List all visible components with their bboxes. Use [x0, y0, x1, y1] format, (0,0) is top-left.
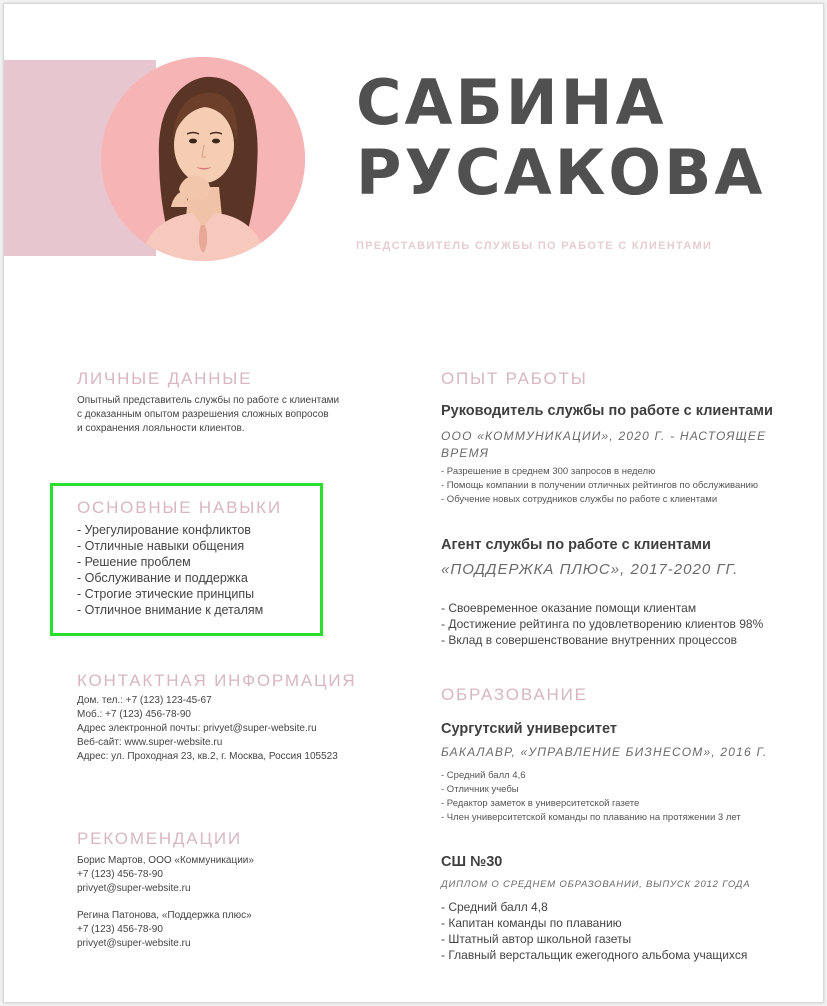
skill-item: - Отличные навыки общения	[77, 539, 245, 553]
school1-bullet: - Средний балл 4,6	[441, 770, 526, 781]
contact-email: Адрес электронной почты: privyet@super-website.ru	[77, 723, 317, 734]
job1-bullet: - Помощь компании в получении отличных рейтингов по обслуживанию	[441, 480, 758, 491]
school1-bullet: - Отличник учебы	[441, 784, 519, 795]
contact-website: Веб-сайт: www.super-website.ru	[77, 737, 223, 748]
skills-title: ОСНОВНЫЕ НАВЫКИ	[77, 498, 282, 517]
job2-bullets	[441, 600, 763, 648]
skill-item: - Урегулирование конфликтов	[77, 523, 251, 537]
skill-item: - Обслуживание и поддержка	[77, 571, 248, 585]
job1-org-line: ВРЕМЯ	[441, 446, 490, 460]
school1-bullet: - Член университетской команды по плаванию на протяжении 3 лет	[441, 812, 741, 823]
candidate-name	[356, 68, 765, 208]
school2-bullet: - Капитан команды по плаванию	[441, 916, 622, 930]
school2-bullet: - Средний балл 4,8	[441, 900, 548, 914]
school1-bullets	[441, 769, 741, 825]
school1-bullet: - Редактор заметок в университетской газете	[441, 798, 640, 809]
personal-summary	[77, 394, 339, 436]
name-first: САБИНА	[356, 66, 667, 139]
job2-org: «ПОДДЕРЖКА ПЛЮС», 2017-2020 ГГ.	[441, 561, 739, 578]
job2-bullet: - Вклад в совершенствование внутренних процессов	[441, 633, 738, 647]
personal-line: и сохранения лояльности клиентов.	[77, 423, 245, 434]
job1-bullet: - Обучение новых сотрудников службы по работе с клиентами	[441, 494, 718, 505]
contact-info	[77, 694, 338, 764]
contact-home-phone: Дом. тел.: +7 (123) 123-45-67	[77, 695, 212, 706]
reference-phone: +7 (123) 456-78-90	[77, 924, 163, 935]
job1-position: Руководитель службы по работе с клиентами	[441, 403, 773, 419]
contact-mobile: Моб.: +7 (123) 456-78-90	[77, 709, 191, 720]
personal-title: ЛИЧНЫЕ ДАННЫЕ	[77, 369, 253, 388]
resume-page	[3, 3, 824, 1003]
job1-org	[441, 428, 766, 462]
skill-item: - Отличное внимание к деталям	[77, 603, 264, 617]
job1-bullets	[441, 465, 758, 507]
school2-bullets	[441, 899, 747, 963]
skill-item: - Строгие этические принципы	[77, 587, 255, 601]
reference-2	[77, 909, 252, 951]
experience-title: ОПЫТ РАБОТЫ	[441, 369, 588, 388]
school1-name: Сургутский университет	[441, 721, 618, 737]
job2-bullet: - Своевременное оказание помощи клиентам	[441, 601, 697, 615]
school2-bullet: - Главный верстальщик ежегодного альбома учащихся	[441, 948, 748, 962]
contact-title: КОНТАКТНАЯ ИНФОРМАЦИЯ	[77, 671, 357, 690]
portrait-illustration	[101, 57, 305, 261]
reference-name: Борис Мартов, ООО «Коммуникации»	[77, 855, 254, 866]
name-last: РУСАКОВА	[356, 136, 766, 209]
education-title: ОБРАЗОВАНИЕ	[441, 685, 588, 704]
school2-bullet: - Штатный автор школьной газеты	[441, 932, 632, 946]
school2-name: СШ №30	[441, 854, 503, 870]
school1-degree: БАКАЛАВР, «УПРАВЛЕНИЕ БИЗНЕСОМ», 2016 Г.	[441, 745, 768, 759]
reference-1	[77, 854, 254, 896]
personal-line: Опытный представитель службы по работе с клиентами	[77, 395, 340, 406]
reference-email: privyet@super-website.ru	[77, 938, 191, 949]
references-title: РЕКОМЕНДАЦИИ	[77, 829, 242, 848]
school2-degree: ДИПЛОМ О СРЕДНЕМ ОБРАЗОВАНИИ, ВЫПУСК 2012 ГОДА	[441, 879, 751, 890]
job2-position: Агент службы по работе с клиентами	[441, 537, 711, 553]
job1-org-line: ООО «КОММУНИКАЦИИ», 2020 Г. - НАСТОЯЩЕЕ	[441, 429, 767, 443]
reference-phone: +7 (123) 456-78-90	[77, 869, 163, 880]
reference-name: Регина Патонова, «Поддержка плюс»	[77, 910, 252, 921]
job1-bullet: - Разрешение в среднем 300 запросов в неделю	[441, 466, 656, 477]
skills-highlight-box	[50, 483, 323, 636]
contact-address: Адрес: ул. Проходная 23, кв.2, г. Москва, Россия 105523	[77, 751, 338, 762]
reference-email: privyet@super-website.ru	[77, 883, 191, 894]
job2-bullet: - Достижение рейтинга по удовлетворению клиентов 98%	[441, 617, 764, 631]
job-title: ПРЕДСТАВИТЕЛЬ СЛУЖБЫ ПО РАБОТЕ С КЛИЕНТАМИ	[356, 240, 713, 252]
personal-line: с доказанным опытом разрешения сложных вопросов	[77, 409, 329, 420]
skill-item: - Решение проблем	[77, 555, 191, 569]
profile-photo	[101, 57, 305, 261]
